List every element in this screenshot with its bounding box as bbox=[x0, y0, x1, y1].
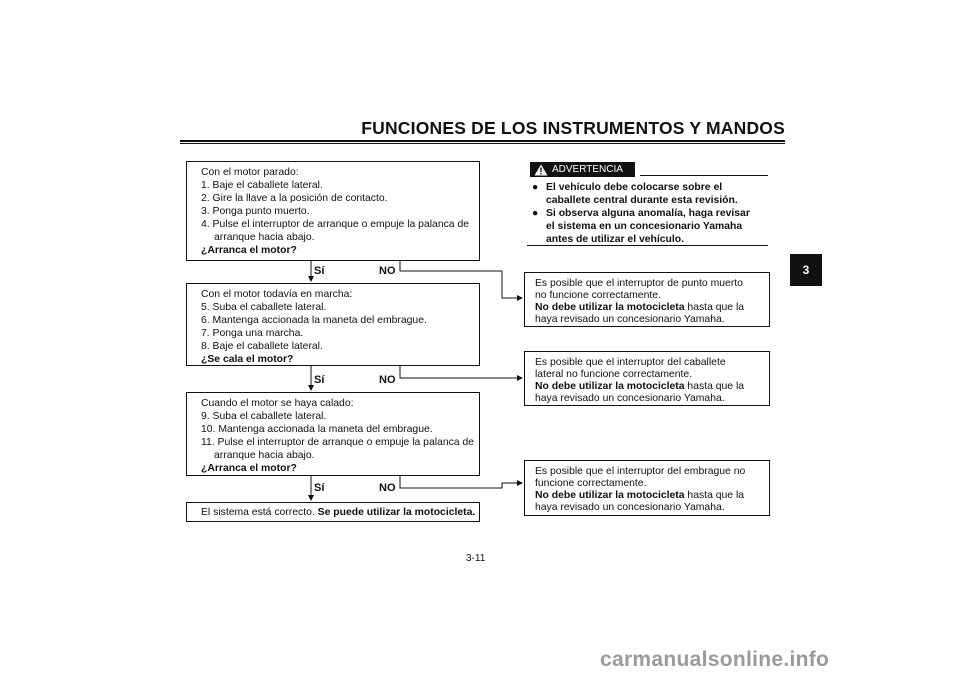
warning-line: el sistema en un concesionario Yamaha bbox=[546, 221, 743, 232]
result-line: funcione correctamente. bbox=[535, 478, 647, 489]
step-line: 8. Baje el caballete lateral. bbox=[201, 341, 323, 352]
step-line: 9. Suba el caballete lateral. bbox=[201, 411, 327, 422]
flow-step-box-1 bbox=[186, 161, 480, 261]
step-line: Con el motor parado: bbox=[201, 167, 299, 178]
bullet-icon: ● bbox=[532, 182, 539, 193]
warning-rule-top bbox=[640, 175, 768, 176]
step-line: Con el motor todavía en marcha: bbox=[201, 289, 353, 300]
step-question: ¿Se cala el motor? bbox=[201, 354, 294, 365]
result-box-clutch-switch bbox=[524, 460, 770, 516]
warning-item bbox=[532, 207, 768, 246]
warning-triangle-icon bbox=[530, 162, 552, 177]
step-line: Cuando el motor se haya calado: bbox=[201, 398, 354, 409]
no-label: NO bbox=[379, 482, 396, 494]
step-line: arranque hacia abajo. bbox=[214, 232, 315, 243]
result-bold: No debe utilizar la motocicleta bbox=[535, 302, 685, 313]
warning-item bbox=[532, 181, 768, 207]
result-line: hasta que la bbox=[684, 302, 745, 313]
step-line: 7. Ponga una marcha. bbox=[201, 328, 304, 339]
result-bold: No debe utilizar la motocicleta bbox=[535, 381, 685, 392]
chapter-tab: 3 bbox=[790, 254, 822, 286]
result-box-neutral-switch bbox=[524, 272, 770, 327]
result-line: haya revisado un concesionario Yamaha. bbox=[535, 314, 725, 325]
no-label: NO bbox=[379, 374, 396, 386]
yes-label: Sí bbox=[314, 482, 325, 494]
result-line: no funcione correctamente. bbox=[535, 290, 661, 301]
result-bold: No debe utilizar la motocicleta bbox=[535, 490, 685, 501]
result-line: Es posible que el interruptor del embrague no bbox=[535, 466, 746, 477]
result-box-sidestand-switch bbox=[524, 351, 770, 406]
warning-list bbox=[532, 181, 768, 246]
step-line: 5. Suba el caballete lateral. bbox=[201, 302, 327, 313]
warning-line: antes de utilizar el vehículo. bbox=[546, 234, 685, 245]
watermark: carmanualsonline.info bbox=[600, 648, 830, 671]
yes-label: Sí bbox=[314, 265, 325, 277]
page-title: FUNCIONES DE LOS INSTRUMENTOS Y MANDOS bbox=[361, 118, 785, 138]
step-line: 2. Gire la llave a la posición de contacto. bbox=[201, 193, 388, 204]
step-line: arranque hacia abajo. bbox=[214, 450, 315, 461]
result-line: haya revisado un concesionario Yamaha. bbox=[535, 393, 725, 404]
step-line: 11. Pulse el interruptor de arranque o empuje la palanca de bbox=[201, 437, 475, 448]
warning-line: Si observa alguna anomalía, haga revisar bbox=[546, 208, 750, 219]
step-line: 10. Mantenga accionada la maneta del embrague. bbox=[201, 424, 433, 435]
warning-line: El vehículo debe colocarse sobre el bbox=[546, 182, 723, 193]
step-line: 6. Mantenga accionada la maneta del embrague. bbox=[201, 315, 427, 326]
warning-badge bbox=[530, 162, 635, 177]
result-line: lateral no funcione correctamente. bbox=[535, 369, 693, 380]
step-question: ¿Arranca el motor? bbox=[201, 245, 297, 256]
warning-rule-bottom bbox=[527, 245, 768, 246]
step-line: 1. Baje el caballete lateral. bbox=[201, 180, 323, 191]
result-ok-text: El sistema está correcto. bbox=[201, 507, 318, 518]
flow-result-ok-box bbox=[186, 502, 480, 522]
no-label: NO bbox=[379, 265, 396, 277]
result-line: hasta que la bbox=[684, 381, 745, 392]
result-line: Es posible que el interruptor de punto muerto bbox=[535, 278, 743, 289]
result-line: hasta que la bbox=[684, 490, 745, 501]
step-line: 3. Ponga punto muerto. bbox=[201, 206, 310, 217]
warning-line: caballete central durante esta revisión. bbox=[546, 195, 738, 206]
yes-label: Sí bbox=[314, 374, 325, 386]
warning-badge-label: ADVERTENCIA bbox=[552, 164, 623, 175]
step-line: 4. Pulse el interruptor de arranque o empuje la palanca de bbox=[201, 219, 470, 230]
no-connector-3 bbox=[400, 476, 522, 488]
page-number: 3-11 bbox=[466, 553, 486, 564]
no-connector-2 bbox=[400, 366, 522, 378]
result-ok-bold: Se puede utilizar la motocicleta. bbox=[317, 507, 476, 518]
result-line: haya revisado un concesionario Yamaha. bbox=[535, 502, 725, 513]
result-line: Es posible que el interruptor del caballete bbox=[535, 357, 726, 368]
bullet-icon: ● bbox=[532, 208, 539, 219]
flow-step-box-2 bbox=[186, 283, 480, 366]
step-question: ¿Arranca el motor? bbox=[201, 463, 297, 474]
flow-step-box-3 bbox=[186, 392, 480, 476]
